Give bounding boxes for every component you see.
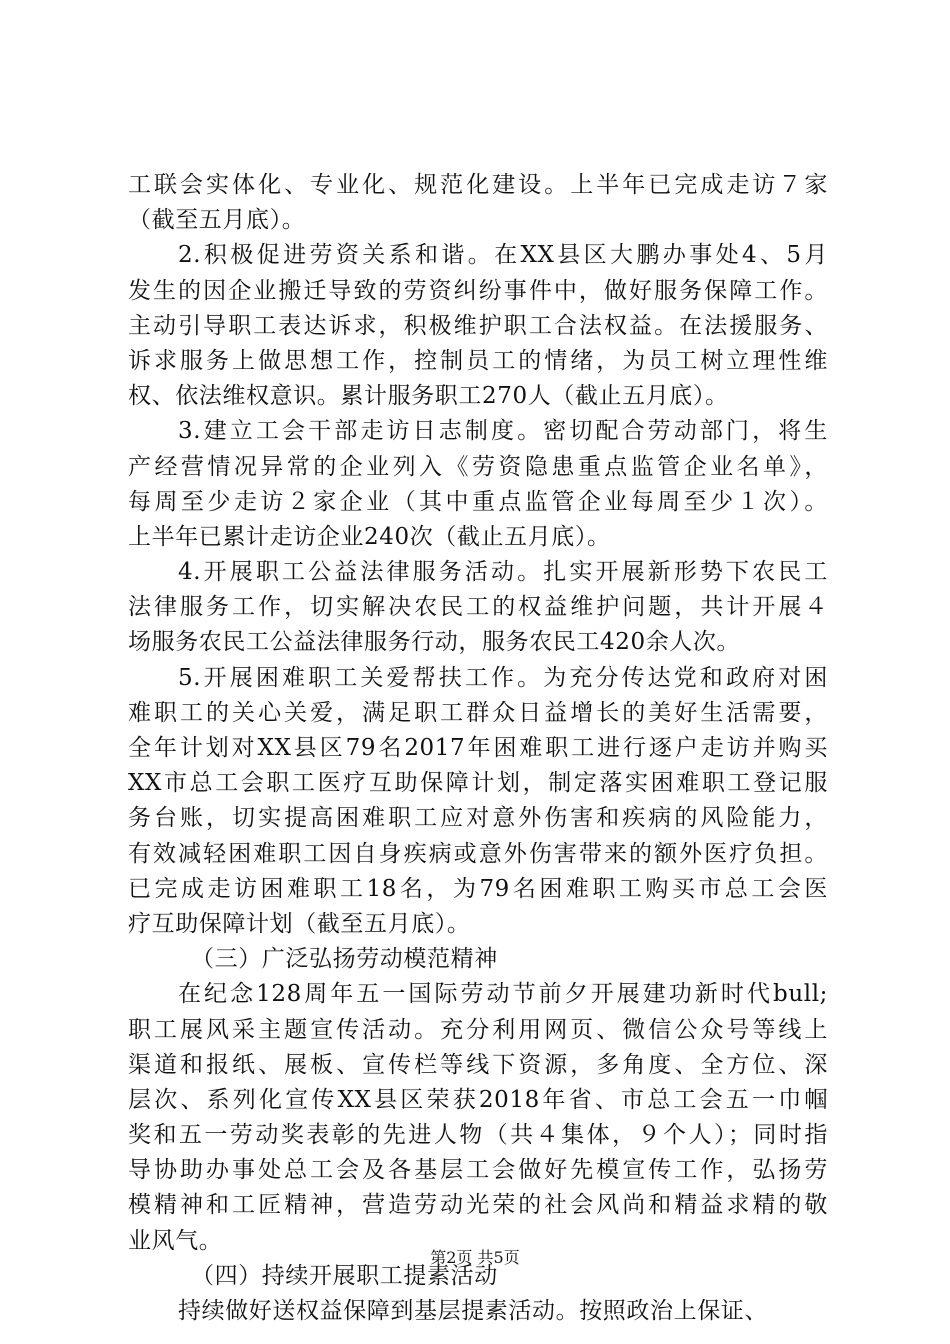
text-line: 职工展风采主题宣传活动。充分利用网页、微信公众号等线上 [128, 1016, 828, 1043]
text-line: 业风气。 [128, 1227, 223, 1254]
text-line: 持续做好送权益保障到基层提素活动。按照政治上保证、 [178, 1298, 768, 1324]
text-line: 工联会实体化、专业化、规范化建设。上半年已完成走访７家 [128, 172, 828, 198]
document-body [128, 168, 828, 1329]
text-line: 权、依法维权意识。累计服务职工270人（截止五月底）。 [128, 383, 729, 410]
text-line: 上半年已累计走访企业240次（截止五月底）。 [128, 523, 611, 550]
text-line: 有效减轻困难职工因自身疾病或意外伤害带来的额外医疗负担。 [128, 840, 828, 867]
text-line: 3.建立工会干部走访日志制度。密切配合劳动部门，将生 [178, 418, 828, 445]
text-line: 主动引导职工表达诉求，积极维护职工合法权益。在法援服务、 [128, 312, 828, 339]
text-line: 2.积极促进劳资关系和谐。在XX县区大鹏办事处4、5月 [178, 242, 828, 269]
section-heading: （四）持续开展职工提素活动 [191, 1262, 498, 1289]
text-line: 5.开展困难职工关爱帮扶工作。为充分传达党和政府对困 [178, 664, 828, 691]
text-line: 在纪念128周年五一国际劳动节前夕开展建功新时代bull; [178, 981, 828, 1008]
text-line: 产经营情况异常的企业列入《劳资隐患重点监管企业名单》， [128, 453, 828, 480]
page-number-footer: 第2页 共5页 [430, 1248, 520, 1267]
text-line: 奖和五一劳动奖表彰的先进人物（共４集体，９个人）；同时指 [128, 1122, 828, 1149]
text-line: 疗互助保障计划（截至五月底）。 [128, 910, 471, 937]
text-line: 全年计划对XX县区79名2017年困难职工进行逐户走访并购买 [128, 735, 828, 761]
text-line: 导协助办事处总工会及各基层工会做好先模宣传工作，弘扬劳 [128, 1157, 828, 1184]
text-line: 场服务农民工公益法律服务行动，服务农民工420余人次。 [128, 629, 741, 656]
text-line: 难职工的关心关爱，满足职工群众日益增长的美好生活需要， [128, 699, 828, 726]
text-line: XX市总工会职工医疗互助保障计划，制定落实困难职工登记服 [128, 770, 828, 797]
text-line: 已完成走访困难职工18名，为79名困难职工购买市总工会医 [128, 875, 828, 902]
text-line: 务台账，切实提高困难职工应对意外伤害和疾病的风险能力， [128, 805, 828, 832]
text-line: 每周至少走访２家企业（其中重点监管企业每周至少１次）。 [128, 488, 828, 515]
text-line: 层次、系列化宣传XX县区荣获2018年省、市总工会五一巾帼 [128, 1086, 828, 1113]
text-line: 法律服务工作，切实解决农民工的权益维护问题，共计开展４ [128, 594, 828, 621]
text-line: 4.开展职工公益法律服务活动。扎实开展新形势下农民工 [178, 559, 828, 586]
text-line: 诉求服务上做思想工作，控制员工的情绪，为员工树立理性维 [128, 347, 828, 374]
text-line: 渠道和报纸、展板、宣传栏等线下资源，多角度、全方位、深 [128, 1051, 828, 1078]
text-line: 模精神和工匠精神，营造劳动光荣的社会风尚和精益求精的敬 [128, 1192, 828, 1219]
text-line: 发生的因企业搬迁导致的劳资纠纷事件中，做好服务保障工作。 [128, 277, 828, 304]
section-heading: （三）广泛弘扬劳动模范精神 [191, 946, 498, 973]
text-line: （截至五月底）。 [128, 207, 306, 234]
